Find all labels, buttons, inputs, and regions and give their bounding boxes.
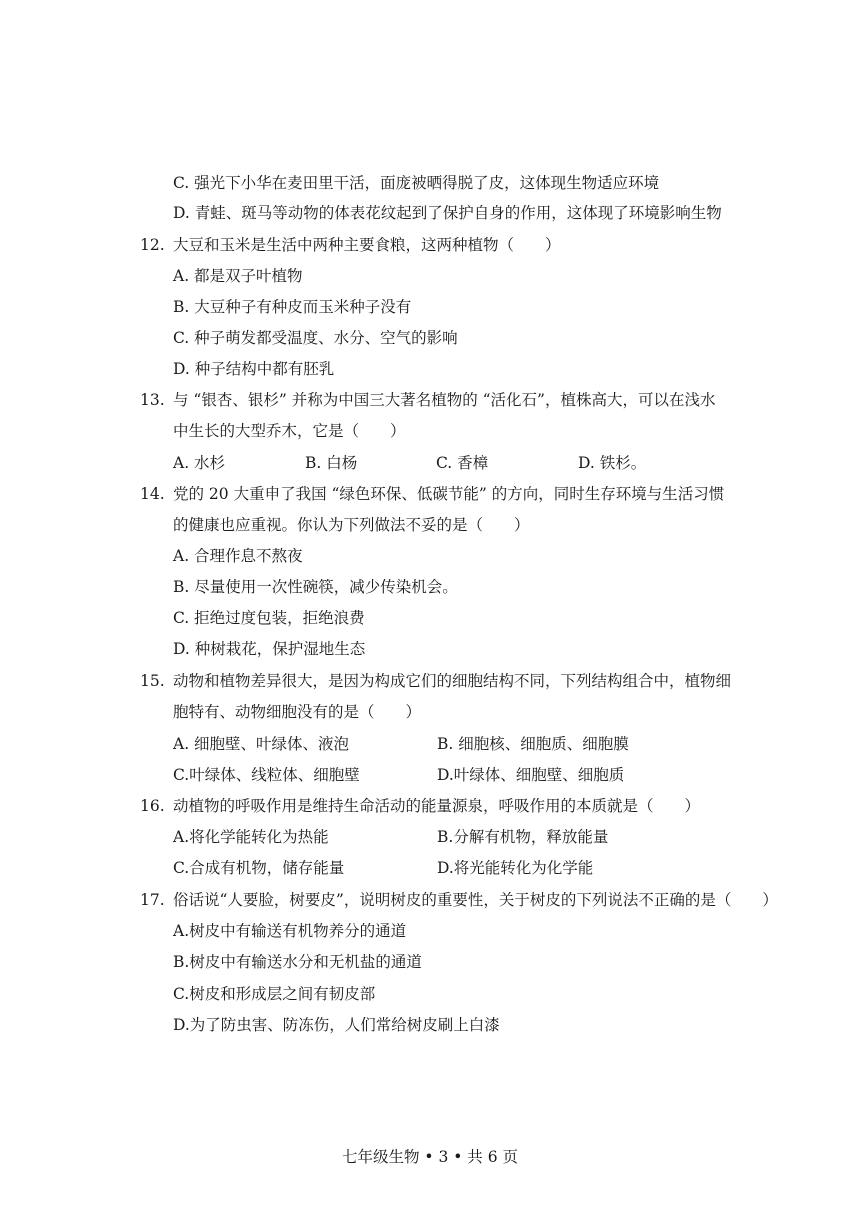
q15-number: 15.: [140, 672, 165, 690]
q13-stem-line1: 与 “银杏、银杉” 并称为中国三大著名植物的 “活化石”，植株高大，可以在浅水: [173, 391, 716, 409]
q14-stem-line1: 党的 20 大重申了我国 “绿色环保、低碳节能” 的方向，同时生存环境与生活习惯: [173, 485, 725, 503]
q14-stem-line2: 的健康也应重视。你认为下列做法不妥的是（ ）: [173, 516, 530, 534]
q12-number: 12.: [140, 236, 165, 254]
q17-stem: 俗话说“人要脸，树要皮”，说明树皮的重要性，关于树皮的下列说法不正确的是（ ）: [173, 891, 778, 909]
q15-option-b: B. 细胞核、细胞质、细胞膜: [437, 735, 629, 753]
q12-stem: 大豆和玉米是生活中两种主要食粮，这两种植物（ ）: [173, 236, 561, 254]
q14-option-a: A. 合理作息不熬夜: [173, 547, 303, 565]
q17-option-d: D.为了防虫害、防冻伤，人们常给树皮刷上白漆: [173, 1016, 500, 1034]
q17-option-b: B.树皮中有输送水分和无机盐的通道: [173, 953, 422, 971]
q14-option-c: C. 拒绝过度包装，拒绝浪费: [173, 609, 365, 627]
q16-stem: 动植物的呼吸作用是维持生命活动的能量源泉，呼吸作用的本质就是（ ）: [173, 797, 701, 815]
q15-stem-line1: 动物和植物差异很大，是因为构成它们的细胞结构不同，下列结构组合中，植物细: [173, 672, 732, 690]
q17-option-c: C.树皮和形成层之间有韧皮部: [173, 985, 376, 1003]
q13-option-d: D. 铁杉。: [578, 454, 647, 472]
q15-option-a: A. 细胞壁、叶绿体、液泡: [173, 735, 350, 753]
q13-number: 13.: [140, 391, 165, 409]
q17-option-a: A.树皮中有输送有机物养分的通道: [173, 922, 407, 940]
q12-option-b: B. 大豆种子有种皮而玉米种子没有: [173, 298, 412, 316]
q15-option-d: D.叶绿体、细胞壁、细胞质: [437, 766, 625, 784]
q11-option-d: D. 青蛙、斑马等动物的体表花纹起到了保护自身的作用，这体现了环境影响生物: [173, 204, 722, 222]
page-footer: 七年级生物 • 3 • 共 6 页: [341, 1148, 519, 1166]
q13-option-a: A. 水杉: [173, 454, 226, 472]
q14-option-d: D. 种树栽花，保护湿地生态: [173, 640, 366, 658]
q13-stem-line2: 中生长的大型乔木，它是（ ）: [173, 422, 406, 440]
q16-option-b: B.分解有机物，释放能量: [437, 828, 609, 846]
q16-option-c: C.合成有机物，储存能量: [173, 859, 345, 877]
q14-option-b: B. 尽量使用一次性碗筷，减少传染机会。: [173, 578, 458, 596]
q12-option-a: A. 都是双子叶植物: [173, 267, 303, 285]
q11-option-c: C. 强光下小华在麦田里干活，面庞被晒得脱了皮，这体现生物适应环境: [173, 174, 660, 192]
q15-option-c: C.叶绿体、线粒体、细胞壁: [173, 766, 360, 784]
q12-option-d: D. 种子结构中都有胚乳: [173, 360, 335, 378]
q16-option-d: D.将光能转化为化学能: [437, 859, 594, 877]
q13-option-b: B. 白杨: [305, 454, 358, 472]
q16-option-a: A.将化学能转化为热能: [173, 828, 329, 846]
q13-option-c: C. 香樟: [436, 454, 489, 472]
q17-number: 17.: [140, 891, 165, 909]
q12-option-c: C. 种子萌发都受温度、水分、空气的影响: [173, 329, 458, 347]
q16-number: 16.: [140, 797, 165, 815]
q14-number: 14.: [140, 485, 165, 503]
q15-stem-line2: 胞特有、动物细胞没有的是（ ）: [173, 703, 422, 721]
